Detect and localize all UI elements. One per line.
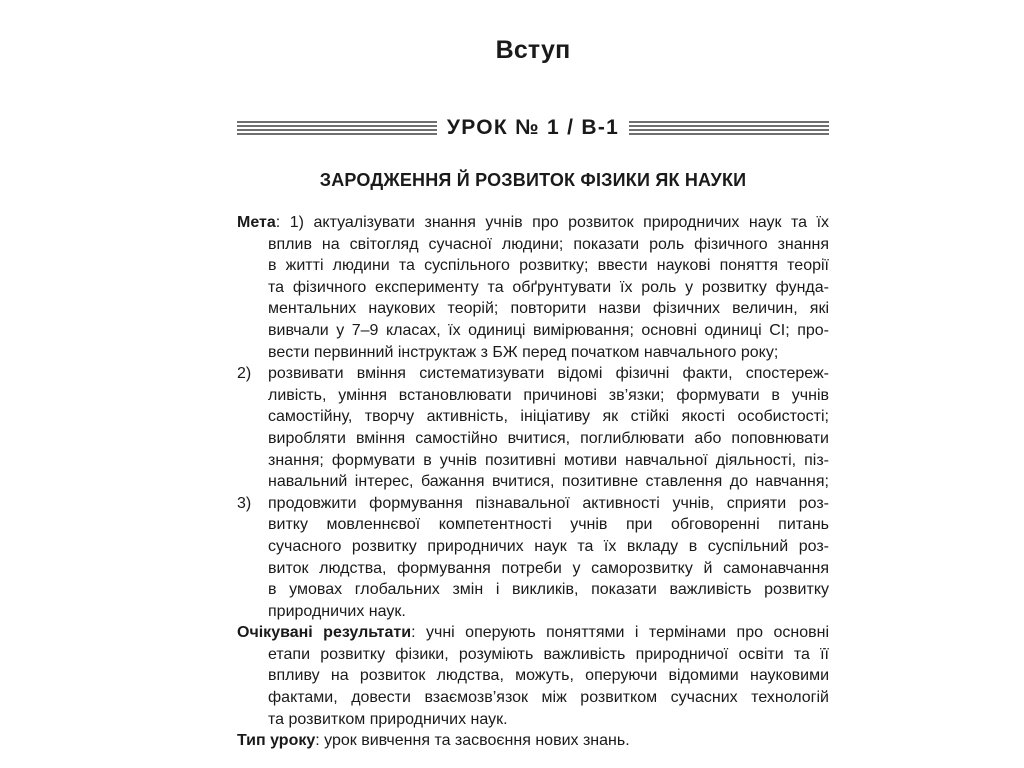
goal-line: знання; формувати в учнів позитивні мотиви навчальної діяльності, піз- <box>268 451 829 469</box>
lesson-banner <box>237 114 829 142</box>
goal-line: виробляти вміння самостійно вчитися, поглиблювати або поповнювати <box>268 429 829 447</box>
goal-line: природничих наук. <box>268 602 406 620</box>
goal-line: ментальних наукових теорій; повторити назви фізичних величин, які <box>268 300 829 318</box>
section-title: Вступ <box>495 36 571 64</box>
goal-line: виток людства, формування потреби у саморозвитку й самонавчання <box>268 559 829 577</box>
goal-section <box>237 212 829 752</box>
page <box>237 0 829 768</box>
goal-line: вплив на світогляд сучасної людини; показати роль фізичного знання <box>268 235 829 253</box>
lesson-title: ЗАРОДЖЕННЯ Й РОЗВИТОК ФІЗИКИ ЯК НАУКИ <box>319 170 747 190</box>
goal-item: 3) продовжити формування пізнавальної активності учнів, сприяти роз- <box>237 493 829 515</box>
results-line: впливу на розвиток людства, можуть, оперуючи відомими науковими <box>268 667 829 685</box>
results-line: фактами, довести взаємозв’язок між розвитком сучасних технологій <box>268 689 829 707</box>
goal-line: Мета: 1) актуалізувати знання учнів про розвиток природничих наук та їх <box>237 214 829 231</box>
goal-line: навальний інтерес, бажання вчитися, позитивне ставлення до навчання; <box>268 473 829 491</box>
goal-line: витку мовленнєвої компетентності учнів при обговоренні питань <box>268 516 829 534</box>
goal-line: вести первинний інструктаж з БЖ перед початком навчального року; <box>268 343 779 361</box>
lesson-number: УРОК № 1 / В-1 <box>446 116 620 139</box>
goal-item-number: 3) <box>237 494 252 512</box>
goal-line: в умовах глобальних змін і викликів, показати важливість розвитку <box>268 581 829 599</box>
results-line: та розвитком природничих наук. <box>268 710 508 728</box>
results-line: етапи розвитку фізики, розуміють важливість природничої освіти та її <box>268 645 829 663</box>
banner-lines-right <box>629 121 829 135</box>
goal-line: сучасного розвитку природничих наук та їх вкладу в суспільний роз- <box>268 537 829 555</box>
lesson-type-label: Тип уроку <box>237 732 316 750</box>
goal-line: вивчали у 7–9 класах, їх одиниці вимірювання; основні одиниці СІ; про- <box>268 321 829 339</box>
banner-lines-left <box>237 121 437 135</box>
results-label: Очікувані результати <box>237 624 412 642</box>
goal-line: та фізичного експерименту та обґрунтувати їх роль у розвитку фунда- <box>268 278 829 296</box>
goal-item: 2) розвивати вміння систематизувати відомі фізичні факти, спостереж- <box>237 363 829 385</box>
goal-line: самостійну, творчу активність, ініціативу як стійкі якості особистості; <box>268 408 829 426</box>
lesson-type-line: Тип уроку: урок вивчення та засвоєння нових знань. <box>237 732 630 750</box>
goal-item-number: 2) <box>237 365 252 383</box>
results-line: Очікувані результати: учні оперують поняттями і термінами про основні <box>237 624 829 642</box>
goal-line: в житті людини та суспільного розвитку; ввести наукові поняття теорії <box>268 257 829 275</box>
goal-item-number: 1) <box>289 214 304 231</box>
goal-label: Мета <box>237 214 276 231</box>
goal-line: ливість, уміння встановлювати причинові зв’язки; формувати в учнів <box>268 386 829 404</box>
